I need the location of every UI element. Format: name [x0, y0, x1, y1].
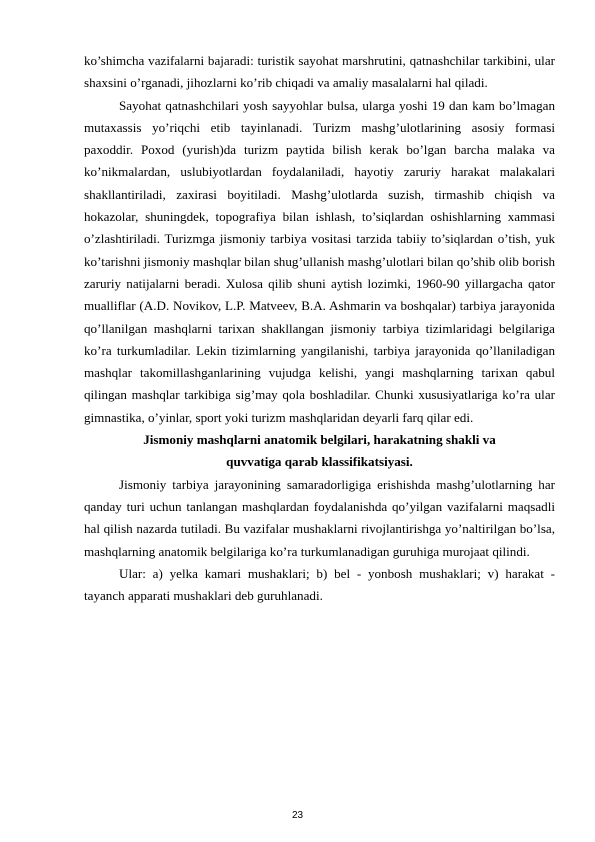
paragraph-tourism: Sayohat qatnashchilari yosh sayyohlar bulsa, ularga yoshi 19 dan kam bo’lmagan mutaxassis yo’riqchi etib tayinlanadi. Turizm mashg’ulotlarining asosiy formasi paxoddir. Poxod (yurish)da turizm paytida bilish kerak bo’lgan barcha malaka va ko’nikmalardan, uslubiyotlardan foydalaniladi, hayotiy zaruriy harakat malakalari shakllantiriladi, zaxirasi boyitiladi. Mashg’ulotlarda suzish, tirmashib chiqish va hokazolar, shuningdek, topografiya bilan ishlash, to’siqlardan oshishlarning xammasi o’zlashtiriladi. Turizmga jismoniy tarbiya vositasi tarzida tabiiy to’siqlardan o’tish, yuk ko’tarishni jismoniy mashqlar bilan shug’ullanish mashg’ulotlari bilan qo’shib olib borish zaruriy natijalarni beradi. Xulosa qilib shuni aytish lozimki, 1960-90 yillargacha qator mualliflar (A.D. Novikov, L.P. Matveev, B.A. Ashmarin va boshqalar) tarbiya jarayonida qo’llanilgan mashqlarni tarixan shakllangan jismoniy tarbiya tizimlaridagi belgilariga ko’ra turkumladilar. Lekin tizimlarning yangilanishi, tarbiya jarayonida qo’llaniladigan mashqlar takomillashganlarining vujudga kelishi, yangi mashqlarning tarixan qabul qilingan mashqlar tarkibiga sig’may qola boshladilar. Chunki xususiyatlariga ko’ra ular gimnastika, o’yinlar, sport yoki turizm mashqlaridan deyarli farq qilar edi.: [84, 97, 555, 425]
section-heading-line-2: quvvatiga qarab klassifikatsiyasi.: [226, 454, 413, 470]
section-heading-line-1: Jismoniy mashqlarni anatomik belgilari, harakatning shakli va: [143, 432, 496, 448]
paragraph-intro: ko’shimcha vazifalarni bajaradi: turistik sayohat marshrutini, qatnashchilar tarkibini, ular shaxsini o’rganadi, jihozlarni ko’rib chiqadi va amaliy masalalarni hal qiladi.: [84, 53, 555, 91]
document-page: [84, 50, 555, 607]
paragraph-effectiveness: Jismoniy tarbiya jarayonining samaradorligiga erishishda mashg’ulotlarning har qanday turi uchun tanlangan mashqlardan foydalanishda qo’yilgan vazifalarni maqsadli hal qilish nazarda tutiladi. Bu vazifalar mushaklarni rivojlantirishga yo’naltirilgan bo’lsa, mashqlarning anatomik belgilariga ko’ra turkumlanadigan guruhiga murojaat qilindi.: [84, 476, 555, 559]
page-number: 23: [291, 810, 304, 821]
paragraph-muscle-groups: Ular: a) yelka kamari mushaklari; b) bel - yonbosh mushaklari; v) harakat - tayanch apparati mushaklari deb guruhlanadi.: [84, 565, 555, 604]
section-heading: [84, 429, 555, 474]
